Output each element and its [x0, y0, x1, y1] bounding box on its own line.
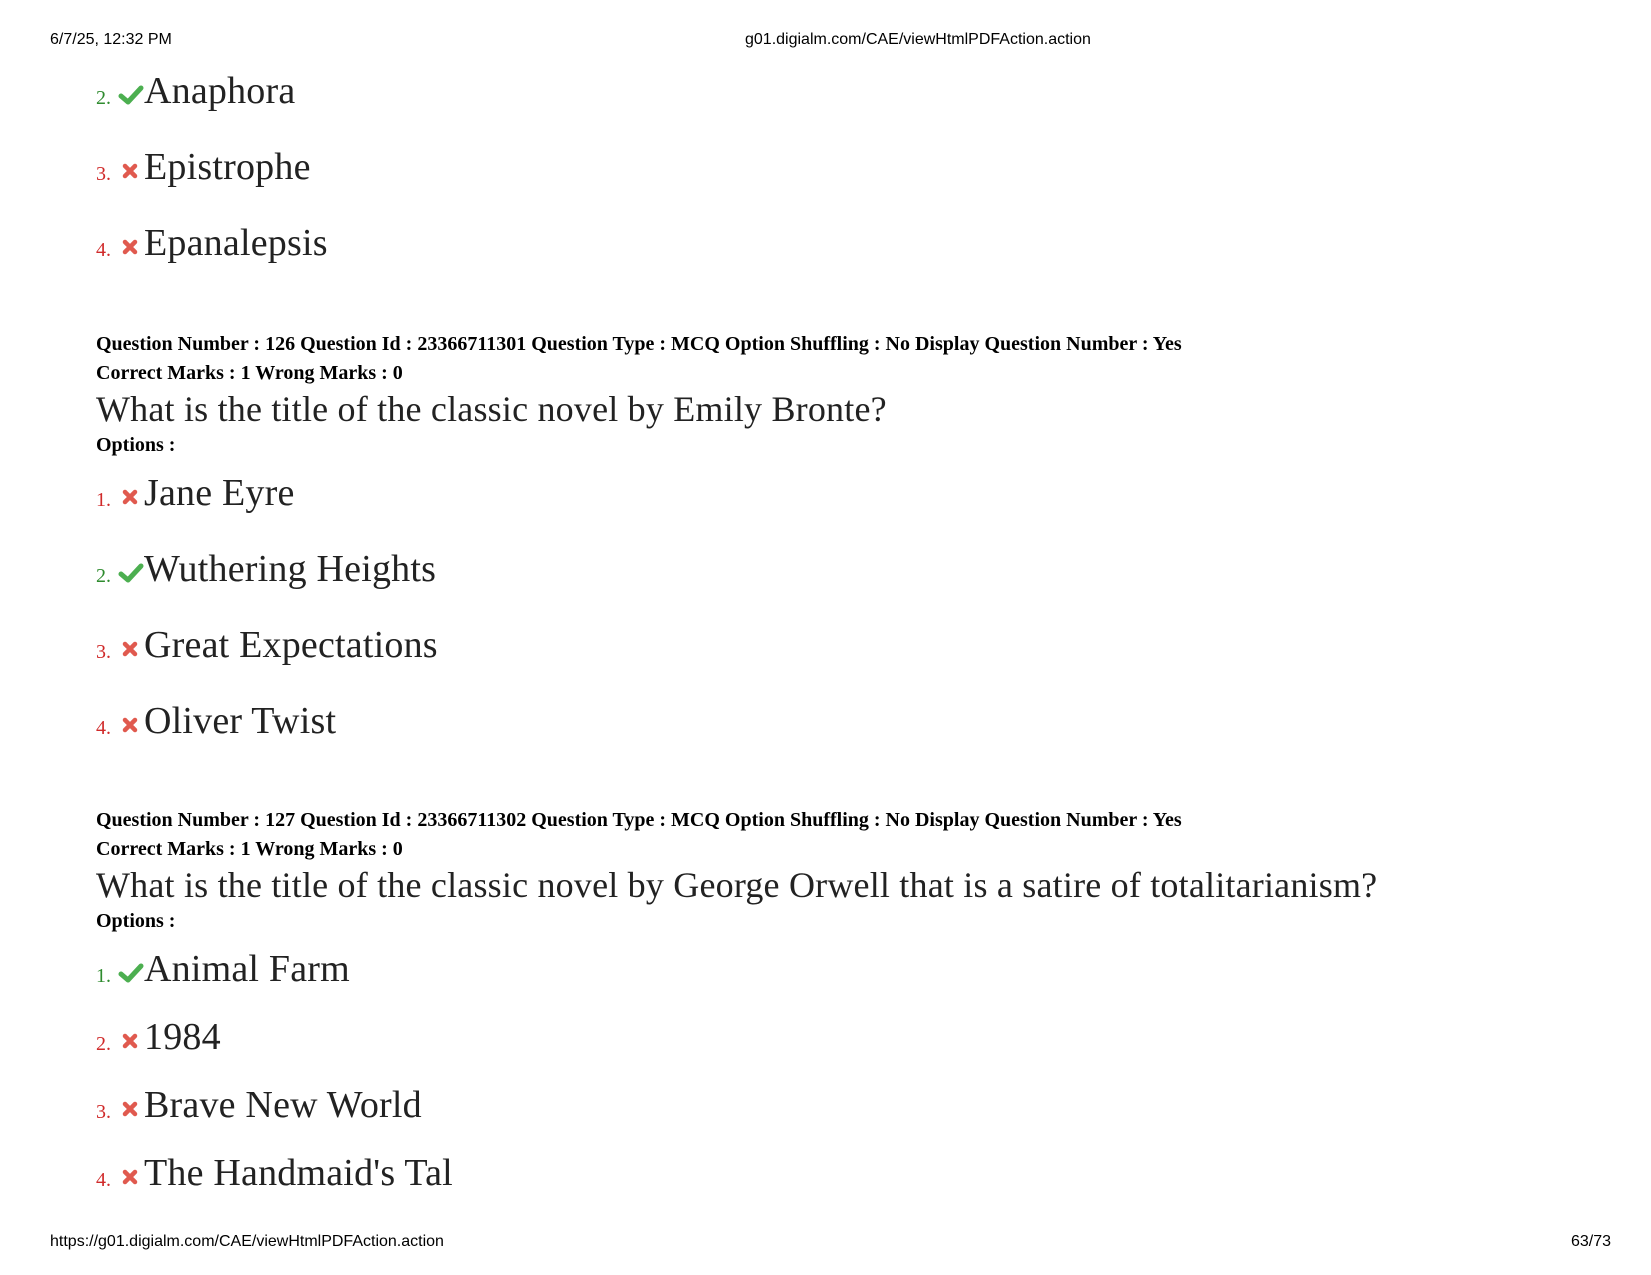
previous-question-options	[96, 58, 1596, 262]
option-text: Brave New World	[144, 1084, 422, 1126]
option-number: 4.	[96, 239, 111, 261]
print-header	[0, 31, 1651, 53]
cross-icon	[118, 636, 144, 662]
option-item	[96, 612, 1596, 664]
options-label: Options :	[96, 434, 176, 456]
option-item	[96, 1140, 1596, 1192]
option-text: Jane Eyre	[144, 472, 295, 514]
option-item	[96, 1004, 1596, 1056]
option-text: Epistrophe	[144, 146, 311, 188]
cross-icon	[118, 158, 144, 184]
question-text: What is the title of the classic novel by George Orwell that is a satire of totalitarianism?	[96, 865, 1378, 905]
check-icon	[118, 560, 144, 586]
page-number: 63/73	[1570, 1233, 1611, 1250]
option-text: Wuthering Heights	[144, 548, 437, 590]
cross-icon	[118, 1096, 144, 1122]
option-number: 2.	[96, 1033, 111, 1055]
option-number: 3.	[96, 1101, 111, 1123]
cross-icon	[118, 234, 144, 260]
print-page-title: g01.digialm.com/CAE/viewHtmlPDFAction.action	[745, 31, 1091, 48]
option-number: 4.	[96, 1169, 111, 1191]
print-datetime: 6/7/25, 12:32 PM	[50, 31, 172, 48]
option-number: 4.	[96, 717, 111, 739]
options-label: Options :	[96, 910, 176, 932]
option-item	[96, 134, 1596, 186]
option-item	[96, 58, 1596, 110]
question-text: What is the title of the classic novel by Emily Bronte?	[96, 389, 887, 429]
check-icon	[118, 960, 144, 986]
cross-icon	[118, 1028, 144, 1054]
check-icon	[118, 82, 144, 108]
option-item	[96, 1072, 1596, 1124]
option-item	[96, 210, 1596, 262]
option-item	[96, 536, 1596, 588]
option-text: Oliver Twist	[144, 700, 337, 742]
option-text: Animal Farm	[144, 948, 350, 990]
option-item	[96, 460, 1596, 512]
option-number: 2.	[96, 565, 111, 587]
cross-icon	[118, 484, 144, 510]
question-marks: Correct Marks : 1 Wrong Marks : 0	[96, 362, 403, 384]
question-block	[96, 330, 1596, 740]
option-number: 1.	[96, 489, 111, 511]
option-text: Epanalepsis	[144, 222, 328, 264]
print-footer	[0, 1233, 1651, 1255]
option-text: The Handmaid's Tal	[144, 1152, 453, 1194]
option-number: 2.	[96, 87, 111, 109]
cross-icon	[118, 712, 144, 738]
print-url: https://g01.digialm.com/CAE/viewHtmlPDFAction.action	[50, 1233, 444, 1250]
question-meta: Question Number : 127 Question Id : 23366711302 Question Type : MCQ Option Shuffling : No Display Question Number : Yes	[96, 809, 1182, 831]
option-text: 1984	[144, 1016, 221, 1058]
document-content	[96, 58, 1596, 1192]
option-text: Great Expectations	[144, 624, 438, 666]
question-meta: Question Number : 126 Question Id : 23366711301 Question Type : MCQ Option Shuffling : No Display Question Number : Yes	[96, 333, 1182, 355]
option-number: 3.	[96, 163, 111, 185]
option-number: 3.	[96, 641, 111, 663]
question-marks: Correct Marks : 1 Wrong Marks : 0	[96, 838, 403, 860]
option-item	[96, 936, 1596, 988]
option-item	[96, 688, 1596, 740]
option-number: 1.	[96, 965, 111, 987]
question-block	[96, 806, 1596, 1192]
option-text: Anaphora	[144, 70, 296, 112]
cross-icon	[118, 1164, 144, 1190]
